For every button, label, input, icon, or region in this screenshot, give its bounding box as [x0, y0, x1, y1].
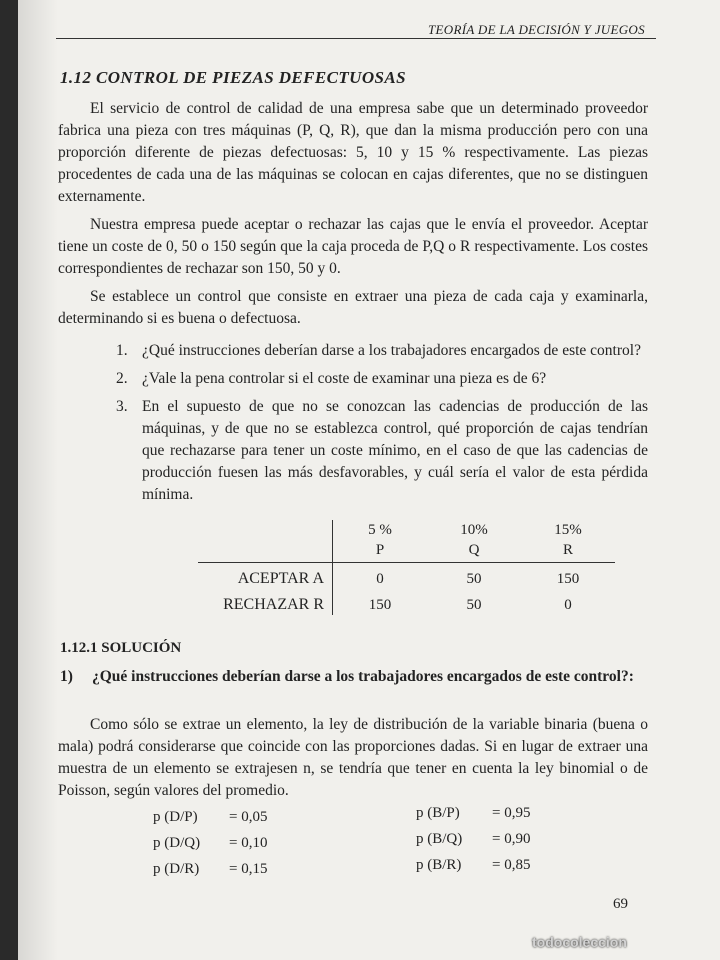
table-cell: 50	[466, 571, 482, 587]
paragraph-text: Como sólo se extrae un elemento, la ley de distribución de la variable binaria (buena o mala) podrá considerarse que coincide con las proporciones dadas. Si en lugar de extraer una muestra de un elemento se extrajesen n, se tendría que tener en cuenta la ley binomial o de Poisson, según valores del promedio.	[58, 716, 648, 799]
paragraph-text: Nuestra empresa puede aceptar o rechazar las cajas que le envía el proveedor. Aceptar tiene un coste de 0, 50 o 150 según que la caja proceda de P,Q o R respectivamente. Los costes correspondientes de rechazar son 150, 50 y 0.	[58, 216, 648, 277]
table-header-percent: 10%	[460, 522, 488, 538]
table-row	[198, 563, 615, 590]
solution-question-number: 1)	[60, 668, 73, 685]
probability-label: p (D/P)	[153, 809, 198, 825]
table-header-machine: P	[333, 540, 428, 563]
cost-table	[198, 520, 615, 615]
section-title: 1.12 CONTROL DE PIEZAS DEFECTUOSAS	[60, 68, 406, 87]
paragraph-solution	[58, 714, 648, 802]
table-header-percent: 15%	[554, 522, 582, 538]
question-text: ¿Qué instrucciones deberían darse a los trabajadores encargados de este control?	[142, 342, 641, 359]
paragraph-text: El servicio de control de calidad de una empresa sabe que un determinado proveedor fabrica una pieza con tres máquinas (P, Q, R), que dan la misma producción pero con una proporción diferente de piezas defectuosas: 5, 10 y 15 % respectivamente. Las piezas procedentes de cada una de las máquinas se colocan en cajas diferentes, que no se distinguen externamente.	[58, 100, 648, 205]
probability-line	[416, 802, 530, 824]
header-rule	[56, 38, 656, 39]
table-cell: 50	[466, 597, 482, 613]
table-header-row	[198, 540, 615, 563]
probability-line	[153, 806, 267, 828]
solution-question-heading	[60, 666, 650, 688]
subsection-title: 1.12.1 SOLUCIÓN	[60, 640, 182, 656]
paragraph-problem-statement	[58, 98, 648, 208]
list-item	[58, 396, 648, 506]
probability-line	[153, 832, 267, 854]
solution-question-text: ¿Qué instrucciones deberían darse a los trabajadores encargados de este control?:	[92, 668, 634, 685]
probability-label: p (B/R)	[416, 857, 462, 873]
table-cell: 150	[368, 597, 392, 613]
question-number: 2.	[116, 370, 128, 387]
question-text: ¿Vale la pena controlar si el coste de examinar una pieza es de 6?	[142, 370, 547, 387]
table-cell: 150	[556, 571, 580, 587]
paragraph-text: Se establece un control que consiste en extraer una pieza de cada caja y examinarla, determinando si es buena o defectuosa.	[58, 288, 648, 327]
question-text: En el supuesto de que no se conozcan las cadencias de producción de las máquinas, y de que no se establezca control, qué proporción de cajas tendrían que rechazarse para tener un coste mínimo, en el caso de que las cadencias de producción fuesen las más desfavorables, y cuál sería el valor de esta pérdida mínima.	[142, 398, 648, 503]
probability-label: p (B/Q)	[416, 831, 463, 847]
table-header-machine: Q	[427, 540, 521, 563]
running-head: TEORÍA DE LA DECISIÓN Y JUEGOS	[428, 22, 645, 37]
table-corner-cell	[198, 520, 333, 540]
probability-value: = 0,05	[229, 809, 268, 825]
question-number: 1.	[116, 342, 128, 359]
page-gutter-shadow	[18, 0, 58, 960]
paragraph-costs	[58, 214, 648, 280]
paragraph-control	[58, 286, 648, 330]
list-item	[58, 368, 648, 390]
question-number: 3.	[116, 398, 128, 415]
question-list	[58, 340, 648, 512]
probability-value: = 0,95	[492, 805, 531, 821]
probability-label: p (B/P)	[416, 805, 460, 821]
table-row	[198, 589, 615, 615]
page-number: 69	[613, 896, 628, 912]
watermark-logo: todocoleccion	[532, 934, 627, 950]
table-cell: 0	[564, 597, 572, 613]
probability-line	[153, 858, 267, 880]
probability-label: p (D/R)	[153, 861, 200, 877]
table-row-label: RECHAZAR R	[198, 589, 333, 615]
table-header-percent: 5 %	[368, 522, 392, 538]
probability-label: p (D/Q)	[153, 835, 201, 851]
table-header-machine: R	[521, 540, 615, 563]
probability-value: = 0,90	[492, 831, 531, 847]
book-page	[18, 0, 720, 960]
probability-line	[416, 828, 530, 850]
probability-line	[416, 854, 530, 876]
table-row-label: ACEPTAR A	[198, 563, 333, 590]
table-header-row	[198, 520, 615, 540]
list-item	[58, 340, 648, 362]
probability-value: = 0,15	[229, 861, 268, 877]
table-cell: 0	[376, 571, 384, 587]
table-corner-cell	[198, 540, 333, 563]
probability-value: = 0,85	[492, 857, 531, 873]
probability-value: = 0,10	[229, 835, 268, 851]
